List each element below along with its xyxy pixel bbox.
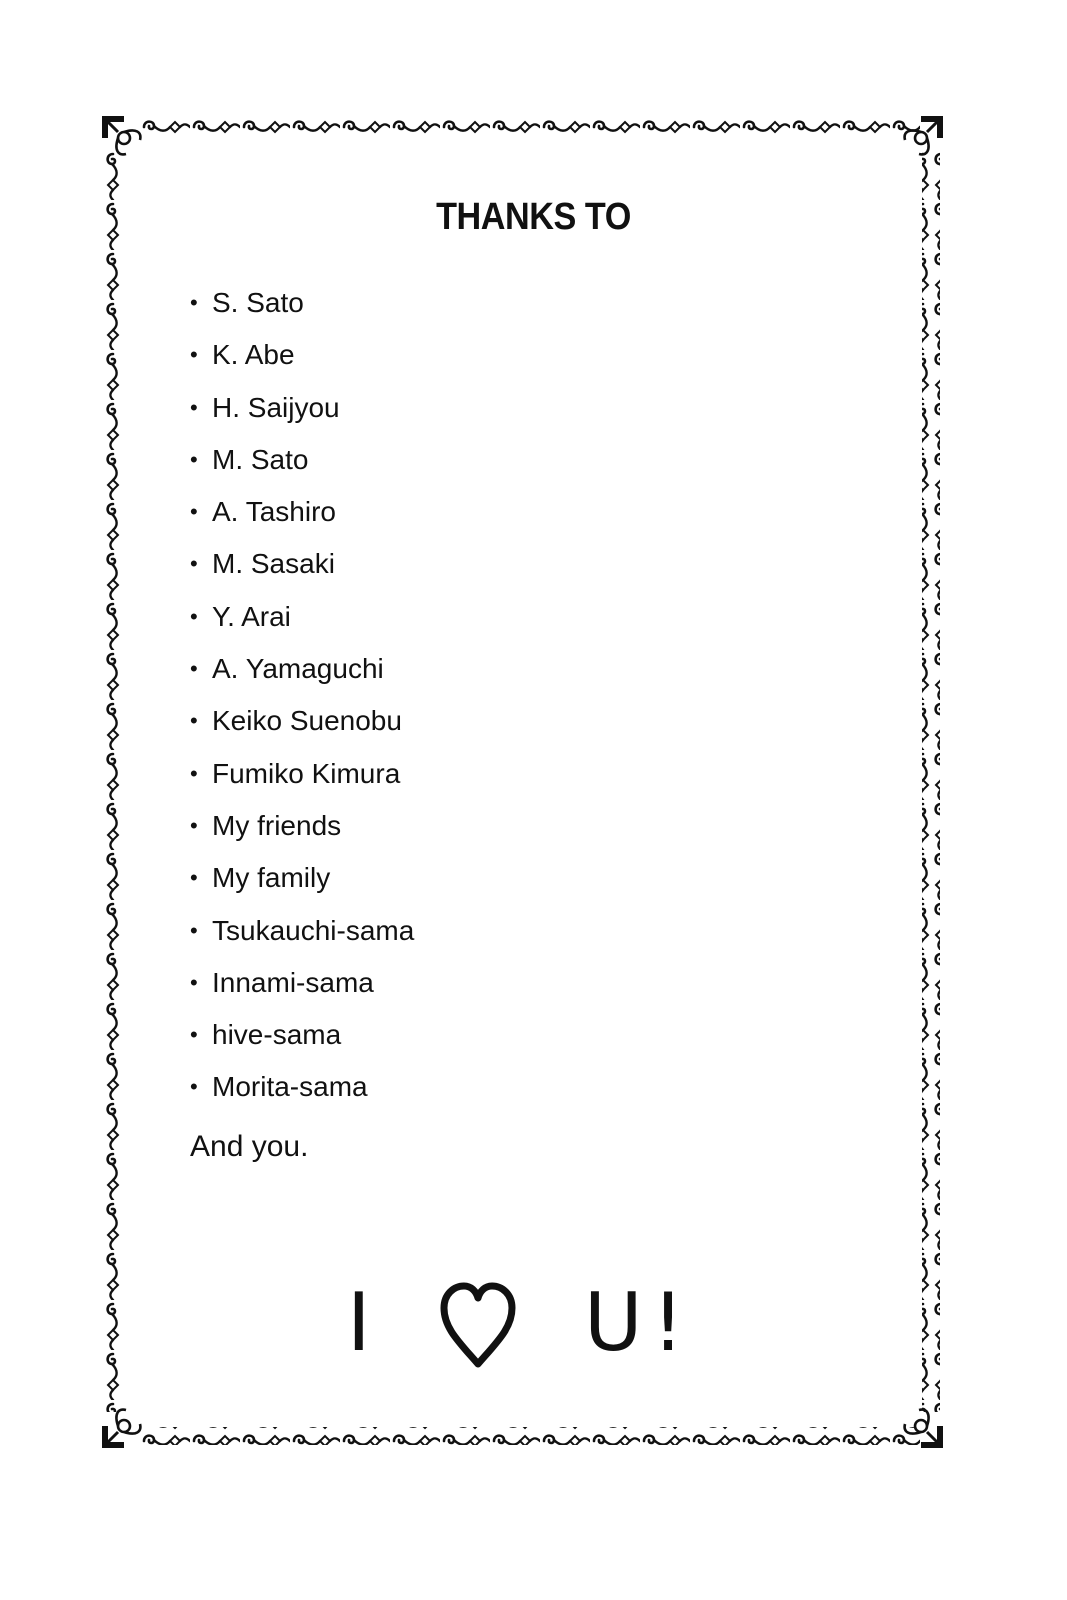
border-left (104, 152, 122, 1412)
bullet-icon: • (190, 1074, 198, 1100)
thanks-name: Morita-sama (212, 1071, 368, 1103)
bullet-icon: • (190, 656, 198, 682)
corner-bottom-left (102, 1410, 140, 1448)
bullet-icon: • (190, 446, 198, 472)
bullet-icon: • (190, 499, 198, 525)
bullet-icon: • (190, 812, 198, 838)
bullet-icon: • (190, 865, 198, 891)
thanks-list-item (190, 544, 414, 596)
thanks-list-item (190, 283, 414, 335)
thanks-name: M. Sasaki (212, 548, 335, 580)
love-letter-u: U (584, 1276, 643, 1369)
i-love-you-line (0, 1278, 1067, 1378)
thanks-list-item (190, 806, 414, 858)
thanks-name: M. Sato (212, 443, 309, 475)
thanks-name: A. Tashiro (212, 496, 336, 528)
thanks-name: Fumiko Kimura (212, 757, 401, 789)
border-right (922, 152, 940, 1412)
thanks-list-item (190, 440, 414, 492)
thanks-list-item (190, 388, 414, 440)
bullet-icon: • (190, 394, 198, 420)
page-title: THANKS TO (436, 196, 631, 238)
love-letter-i: I (347, 1276, 371, 1369)
thanks-name: My family (212, 862, 331, 894)
bullet-icon: • (190, 708, 198, 734)
thanks-name: hive-sama (212, 1019, 342, 1051)
thanks-name: Tsukauchi-sama (212, 914, 415, 946)
thanks-name: A. Yamaguchi (212, 653, 384, 685)
closing-line: And you. (190, 1130, 309, 1163)
thanks-list (190, 283, 414, 1120)
thanks-list-item (190, 1067, 414, 1119)
heart-outline-icon (439, 1282, 517, 1368)
thanks-list-item (190, 911, 414, 963)
thanks-list-item (190, 858, 414, 910)
bullet-icon: • (190, 551, 198, 577)
thanks-name: Y. Arai (212, 600, 291, 632)
bullet-icon: • (190, 760, 198, 786)
thanks-list-item (190, 701, 414, 753)
corner-top-left (102, 116, 140, 154)
bullet-icon: • (190, 290, 198, 315)
thanks-list-item (190, 754, 414, 806)
thanks-name: K. Abe (212, 339, 295, 371)
thanks-list-item (190, 1015, 414, 1067)
thanks-name: H. Saijyou (212, 391, 340, 423)
thanks-name: Keiko Suenobu (212, 705, 402, 737)
bullet-icon: • (190, 969, 198, 995)
thanks-list-item (190, 492, 414, 544)
border-bottom (140, 1427, 920, 1445)
thanks-name: S. Sato (212, 287, 304, 318)
love-exclamation: ! (652, 1276, 685, 1369)
thanks-list-item (190, 963, 414, 1015)
bullet-icon: • (190, 342, 198, 368)
thanks-name: My friends (212, 809, 342, 841)
thanks-list-item (190, 597, 414, 649)
bullet-icon: • (190, 603, 198, 629)
thanks-name: Innami-sama (212, 966, 374, 998)
border-top (140, 118, 920, 136)
thanks-list-item (190, 335, 414, 387)
bullet-icon: • (190, 917, 198, 943)
thanks-list-item (190, 649, 414, 701)
bullet-icon: • (190, 1022, 198, 1048)
